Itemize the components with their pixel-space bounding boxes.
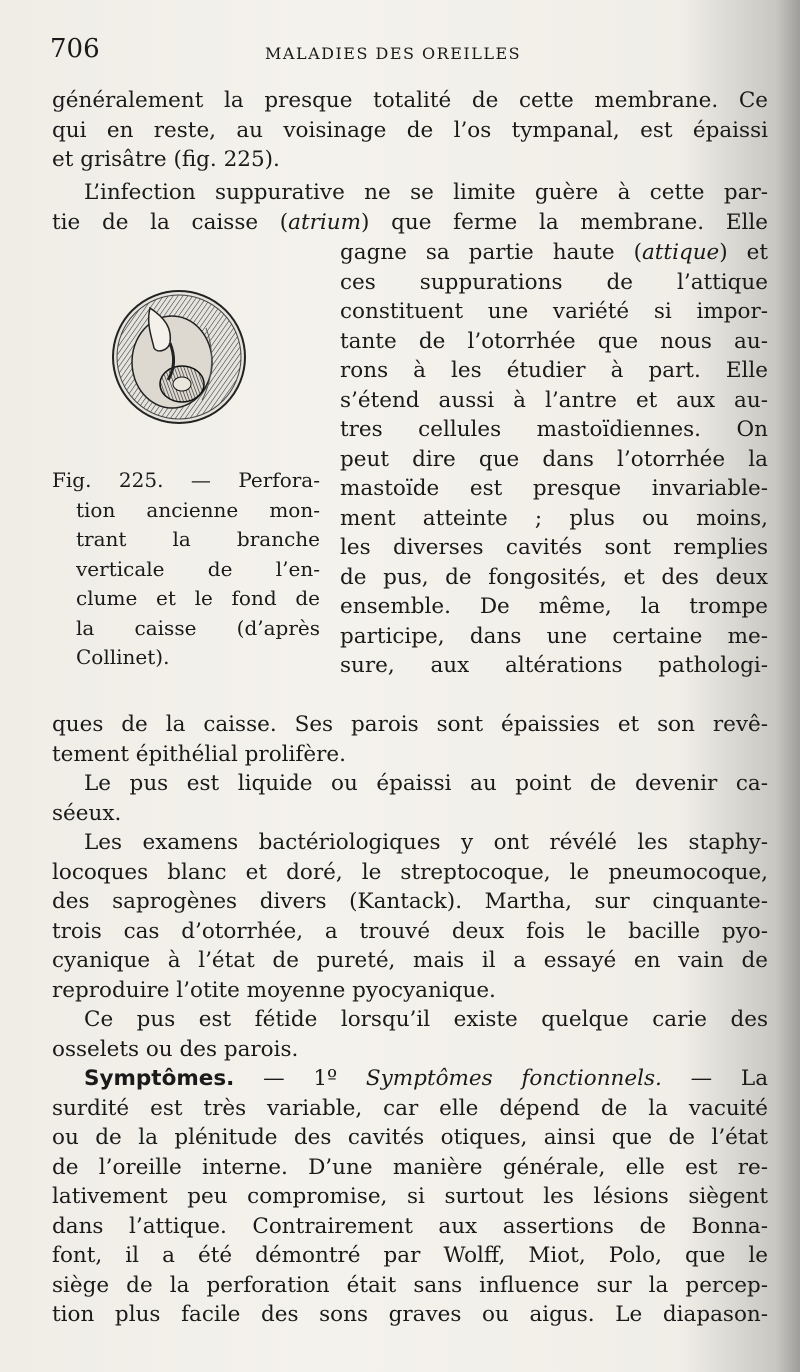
paragraph-infection-start xyxy=(52,178,768,237)
text-line: trois cas d’otorrhée, a trouvé deux fois le bacille pyo- xyxy=(52,918,768,944)
text-line: siège de la perforation était sans influence sur la percep- xyxy=(52,1272,768,1298)
text-line: ment atteinte ; plus ou moins, xyxy=(340,505,768,531)
text-line: lativement peu compromise, si surtout les lésions siègent xyxy=(52,1184,768,1209)
body-text-lower xyxy=(52,710,768,1330)
caption-line: verticale de l’en- xyxy=(76,556,320,581)
section-heading-symptomes: Symptômes. xyxy=(84,1066,235,1091)
text-run: gagne sa partie haute ( xyxy=(340,240,642,265)
text-line: participe, dans une certaine me- xyxy=(340,623,768,649)
text-line: de l’oreille interne. D’une manière générale, elle est re- xyxy=(52,1154,768,1180)
text-line: Ce pus est fétide lorsqu’il existe quelque carie des xyxy=(84,1007,768,1032)
text-line: les diverses cavités sont remplies xyxy=(340,535,768,560)
text-line: tante de l’otorrhée que nous au- xyxy=(340,328,768,354)
text-line xyxy=(340,238,768,268)
caption-line: Fig. 225. — Perfora- xyxy=(52,468,320,492)
text-line: Le pus est liquide ou épaissi au point de devenir ca- xyxy=(84,771,768,796)
text-line: s’étend aussi à l’antre et aux au- xyxy=(340,387,768,413)
italic-term-atrium: atrium xyxy=(288,209,362,235)
text-line: constituent une variété si impor- xyxy=(340,299,768,324)
caption-line: tion ancienne mon- xyxy=(76,497,320,522)
text-line: sure, aux altérations pathologi- xyxy=(340,653,768,678)
text-line: surdité est très variable, car elle dépend de la vacuité xyxy=(52,1095,768,1121)
text-line: de pus, de fongosités, et des deux xyxy=(340,564,768,590)
text-run: — 1º xyxy=(234,1066,366,1091)
text-line: ces suppurations de l’attique xyxy=(340,269,768,295)
text-line: reproduire l’otite moyenne pyocyanique. xyxy=(52,977,496,1003)
text-line: des saprogènes divers (Kantack). Martha, sur cinquante- xyxy=(52,889,768,914)
text-line: locoques blanc et doré, le streptocoque, le pneumocoque, xyxy=(52,859,768,885)
page-number: 706 xyxy=(50,34,100,64)
text-line: font, il a été démontré par Wolff, Miot, Polo, que le xyxy=(52,1243,768,1268)
text-line: séeux. xyxy=(52,800,122,826)
text-run: tie de la caisse ( xyxy=(52,209,289,235)
paragraph-membrane xyxy=(52,86,768,175)
caption-line: clume et le fond de xyxy=(76,586,320,610)
figure-225-illustration xyxy=(110,288,248,426)
text-line xyxy=(52,208,768,238)
text-line: Les examens bactériologiques y ont révélé les staphy- xyxy=(84,830,768,855)
text-run: — La xyxy=(661,1066,769,1091)
text-line: dans l’attique. Contrairement aux assertions de Bonna- xyxy=(52,1213,768,1239)
perforated-eardrum-engraving xyxy=(110,288,248,426)
text-line: tres cellules mastoïdiennes. On xyxy=(340,417,768,442)
text-line: ques de la caisse. Ses parois sont épaissies et son revê- xyxy=(52,712,768,737)
italic-term-attique: attique xyxy=(641,240,720,265)
caption-line: Collinet). xyxy=(76,645,170,669)
caption-line: la caisse (d’après xyxy=(76,615,320,640)
text-line: osselets ou des parois. xyxy=(52,1036,299,1062)
text-line: ensemble. De même, la trompe xyxy=(340,594,768,619)
figure-caption xyxy=(52,466,320,673)
text-run: ) et xyxy=(719,240,768,265)
text-line xyxy=(52,1064,768,1094)
text-run: ) que ferme la membrane. Elle xyxy=(361,209,768,235)
caption-line: trant la branche xyxy=(76,527,320,551)
text-line: généralement la presque totalité de cette membrane. Ce xyxy=(52,88,768,113)
text-line: cyanique à l’état de pureté, mais il a essayé en vain de xyxy=(52,948,768,973)
text-line: tement épithélial prolifère. xyxy=(52,741,346,767)
text-line: et grisâtre (fig. 225). xyxy=(52,147,280,172)
page-header xyxy=(50,34,760,74)
text-line: L’infection suppurative ne se limite guère à cette par- xyxy=(84,180,768,205)
wrapped-text-column xyxy=(340,238,768,681)
subheading-symptomes-fonctionnels: Symptômes fonctionnels. xyxy=(365,1066,662,1091)
text-line: qui en reste, au voisinage de l’os tympanal, est épaissi xyxy=(52,117,768,143)
text-line: rons à les étudier à part. Elle xyxy=(340,358,768,383)
running-head: MALADIES DES OREILLES xyxy=(265,44,522,63)
text-line: peut dire que dans l’otorrhée la xyxy=(340,446,768,472)
text-line: mastoïde est presque invariable- xyxy=(340,476,768,501)
text-line: tion plus facile des sons graves ou aigus. Le diapason- xyxy=(52,1302,768,1327)
text-line: ou de la plénitude des cavités otiques, ainsi que de l’état xyxy=(52,1125,768,1150)
